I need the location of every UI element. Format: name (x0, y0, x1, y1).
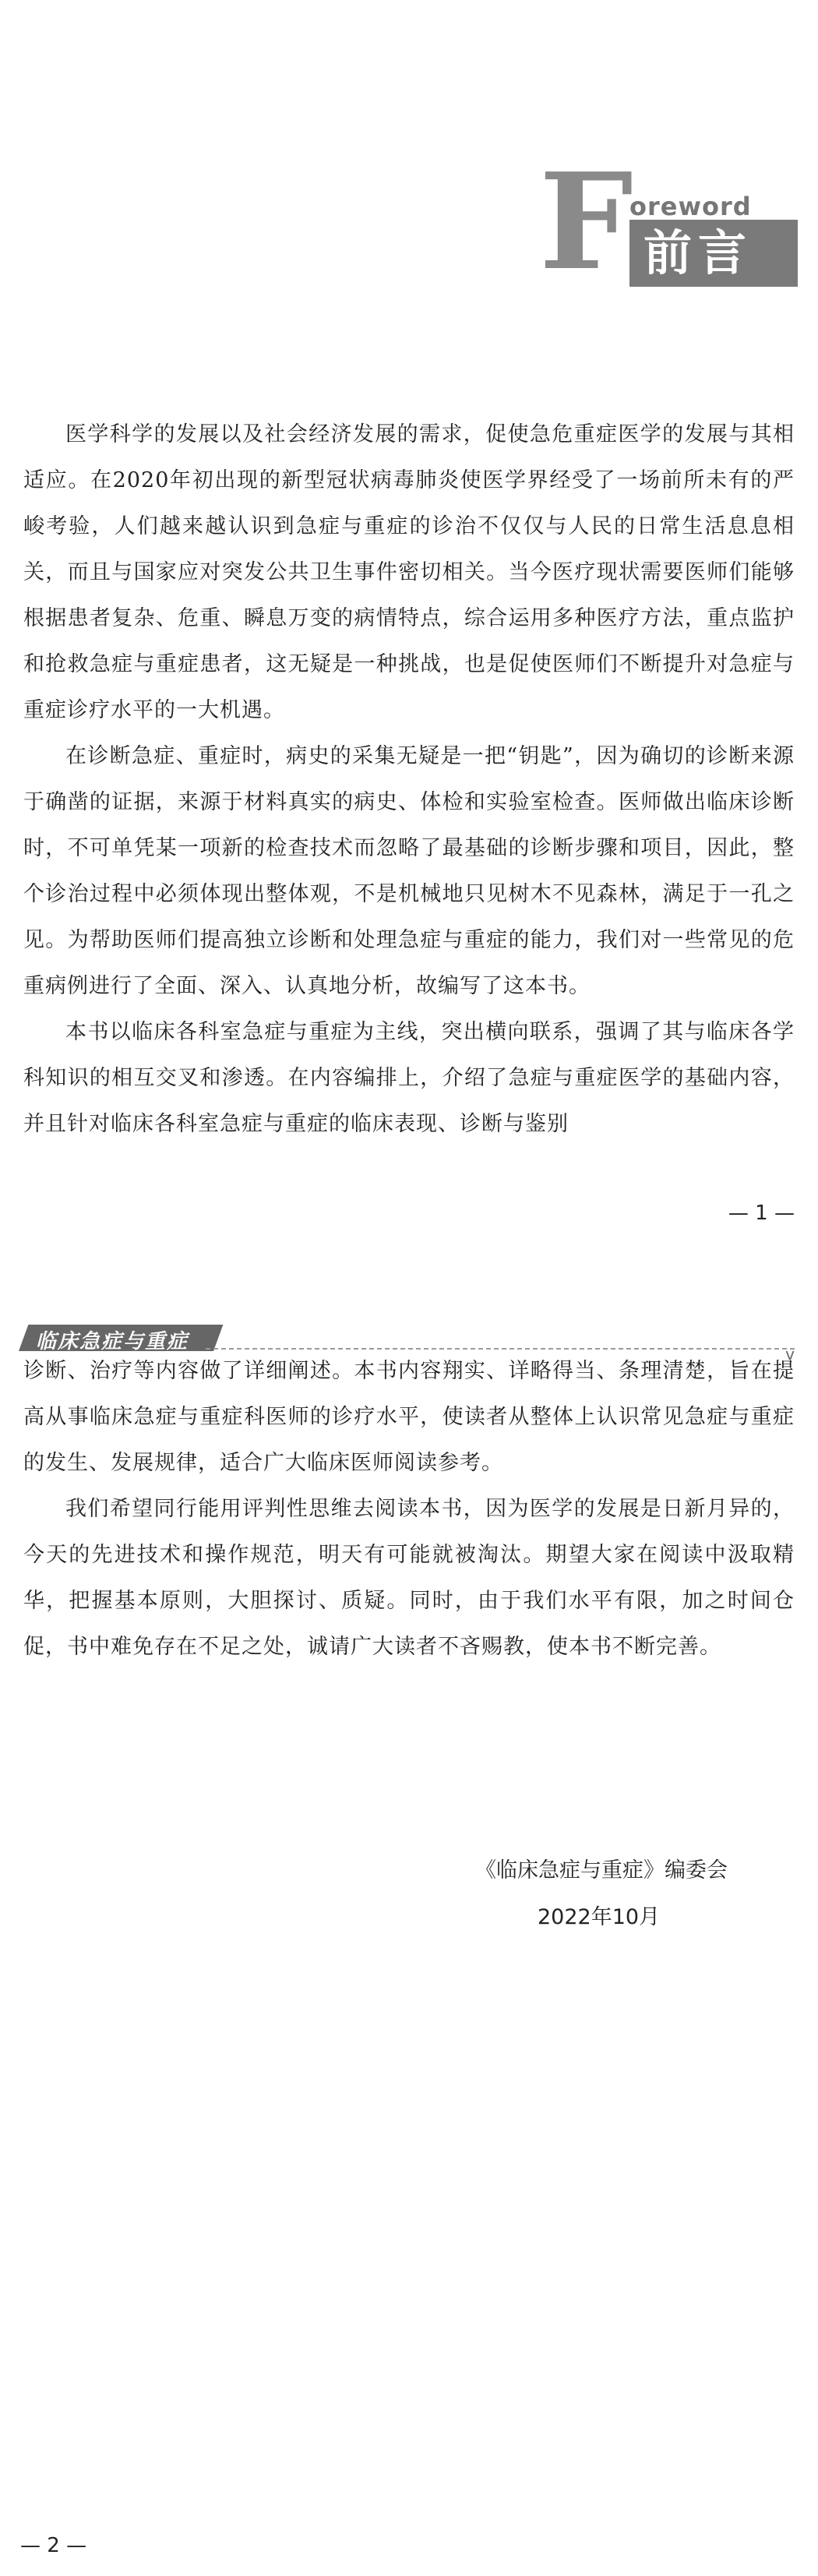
paragraph: 医学科学的发展以及社会经济发展的需求，促使急危重症医学的发展与其相适应。在2020年初出现的新型冠状病毒肺炎使医学界经受了一场前所未有的严峻考验，人们越来越认识到急症与重症的诊治不仅仅与人民的日常生活息息相关，而且与国家应对突发公共卫生事件密切相关。当今医疗现状需要医师们能够根据患者复杂、危重、瞬息万变的病情特点，综合运用多种医疗方法，重点监护和抢救急症与重症患者，这无疑是一种挑战，也是促使医师们不断提升对急症与重症诊疗水平的一大机遇。 (23, 422, 795, 722)
header-big-letter: F (539, 144, 633, 300)
paragraph: 我们希望同行能用评判性思维去阅读本书，因为医学的发展是日新月异的，今天的先进技术和操作规范，明天有可能就被淘汰。期望大家在阅读中汲取精华，把握基本原则，大胆探讨、质疑。同时，由于我们水平有限，加之时间仓促，书中难免存在不足之处，诚请广大读者不吝赐教，使本书不断完善。 (23, 1497, 795, 1659)
page-number: — 2 — (20, 2534, 87, 2557)
page-title: 前言 (643, 224, 753, 281)
body-text-page-2 (23, 1348, 795, 1670)
signature-date: 2022年10月 (538, 1905, 661, 1929)
running-header-title: 临床急症与重症 (36, 1330, 189, 1353)
body-text-page-1 (23, 411, 795, 1147)
page-2 (0, 1293, 818, 2576)
signature: 《临床急症与重症》编委会 (475, 1858, 728, 1883)
paragraph: 诊断、治疗等内容做了详细阐述。本书内容翔实、详略得当、条理清楚，旨在提高从事临床急症与重症科医师的诊疗水平，使读者从整体上认识常见急症与重症的发生、发展规律，适合广大临床医师阅读参考。 (23, 1359, 795, 1475)
header-foreword-word: oreword (629, 192, 752, 221)
paragraph: 在诊断急症、重症时，病史的采集无疑是一把“钥匙”，因为确切的诊断来源于确凿的证据，来源于材料真实的病史、体检和实验室检查。医师做出临床诊断时，不可单凭某一项新的检查技术而忽略了最基础的诊断步骤和项目，因此，整个诊治过程中必须体现出整体观，不是机械地只见树木不见森林，满足于一孔之见。为帮助医师们提高独立诊断和处理急症与重症的能力，我们对一些常见的危重病例进行了全面、深入、认真地分析，故编写了这本书。 (23, 744, 795, 998)
page-number: — 1 — (728, 1202, 795, 1225)
running-header-mark: v (785, 1345, 795, 1364)
paragraph: 本书以临床各科室急症与重症为主线，突出横向联系，强调了其与临床各学科知识的相互交叉和渗透。在内容编排上，介绍了急症与重症医学的基础内容，并且针对临床各科室急症与重症的临床表现、诊断与鉴别 (23, 1020, 795, 1136)
